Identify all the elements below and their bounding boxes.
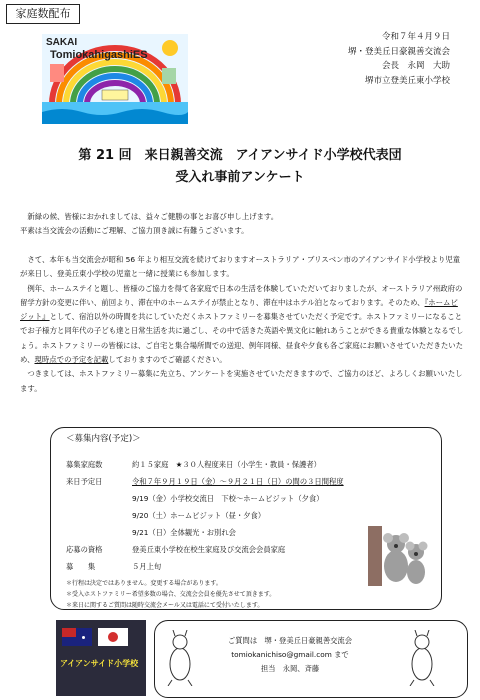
logo-text-sakai: SAKAI <box>46 37 78 48</box>
contact-info <box>200 634 380 676</box>
greeting <box>20 210 464 239</box>
eligibility-label: 応募の資格 <box>66 545 103 554</box>
photo-sign-text: アイアンサイド小学校 <box>60 659 139 668</box>
school-sign-photo <box>56 620 146 696</box>
body-p2-part-e: しておりますのでご確認ください。 <box>108 355 227 365</box>
count-label: 募集家庭数 <box>66 460 103 469</box>
recruitment-heading: ＜募集内容(予定)＞ <box>66 434 141 444</box>
kangaroo-icon <box>166 630 194 686</box>
deadline-label: 募 集 <box>66 562 96 571</box>
page-title: 第 21 回 来日親善交流 アイアンサイド小学校代表団 <box>78 148 402 163</box>
note-3: ＊来日に関するご質問は随時交流会メール又は電話にて受付いたします。 <box>66 602 264 609</box>
distribution-badge: 家庭数配布 <box>6 4 80 24</box>
schedule-label: 来日予定日 <box>66 477 103 486</box>
body-paragraph-3: つきましては、ホストファミリー募集に先立ち、アンケートを実施させていただきますので、ご協力のほど、よろしくお願いいたします。 <box>20 369 463 393</box>
school-logo <box>42 34 188 124</box>
body-text <box>20 253 464 396</box>
greeting-line-2: 平素は当交流会の活動にご理解、ご協力頂き誠に有難うございます。 <box>20 226 249 236</box>
australian-flag <box>62 628 92 646</box>
issue-date: 令和７年４月９日 <box>381 32 450 42</box>
contact-people: 担当 永岡、斉藤 <box>260 664 320 673</box>
schedule-main: 令和７年９月１９日（金）～９月２１日（日）の間の３日間程度 <box>132 477 344 486</box>
schedule-emphasis: 現時点での予定を記載 <box>34 355 109 365</box>
body-p2-part-a: 例年、ホームステイと題し、皆様のご協力を得て各家庭で日本の生活を体験していただいておりましたが、オーストラリア州政府の留学方針の変更に伴い、前回より、滞在中のホームステイが禁止となり、滞在中はホテル泊となっております。そのため、 <box>20 283 463 307</box>
deadline-value: ５月上旬 <box>132 562 162 571</box>
school-name: 堺市立登美丘東小学校 <box>364 75 450 86</box>
count-value: 約１５家庭 ★３０人程度来日（小学生・教員・保護者） <box>132 460 321 469</box>
note-1: ＊行程は決定ではありません。変更する場合があります。 <box>66 580 222 587</box>
koala-icon <box>362 526 432 586</box>
logo-text-school: TomiokahigashiES <box>50 49 148 61</box>
page-subtitle: 受入れ事前アンケート <box>175 170 305 185</box>
note-2: ＊受入ホストファミリー希望多数の場合、交流会会員を優先させて頂きます。 <box>66 591 276 598</box>
koala-illustration <box>362 526 432 590</box>
kangaroo-icon <box>408 630 436 686</box>
body-paragraph-1: さて、本年も当交流会が昭和 56 年より相互交流を続けておりますオーストラリア・ブリスベン市のアイアンサイド小学校より児童が来日し、登美丘東小学校の児童と一緒に授業にも参加します。 <box>20 255 461 279</box>
schedule-day-1: 9/19（金）小学校交流日 下校～ホームビジット（夕食） <box>132 494 324 503</box>
schedule-day-3: 9/21（日）全体観光・お別れ会 <box>132 528 236 537</box>
kangaroo-left-illustration <box>166 630 194 690</box>
body-paragraph-2 <box>20 282 464 368</box>
japanese-flag <box>98 628 128 646</box>
chairperson: 会長 永岡 大助 <box>381 61 450 71</box>
schedule-day-2: 9/20（土）ホームビジット（昼・夕食） <box>132 511 266 520</box>
eligibility-value: 登美丘東小学校在校生家庭及び交流会会員家庭 <box>132 545 286 554</box>
kangaroo-right-illustration <box>408 630 436 690</box>
contact-email[interactable]: tomiokanichiso@gmail.com まで <box>231 650 349 659</box>
contact-line-org: ご質問は 堺・登美丘日豪親善交流会 <box>227 636 353 645</box>
home-visit-emphasis: 『ホームビジット』 <box>20 297 458 322</box>
organization-name: 堺・登美丘日豪親善交流会 <box>347 46 450 57</box>
rainbow-logo-art <box>42 34 188 124</box>
greeting-line-1: 新緑の候、皆様におかれましては、益々ご健勝の事とお喜び申し上げます。 <box>27 212 279 221</box>
header-info <box>260 30 450 88</box>
body-p2-part-c: として、宿泊以外の時間を共にしていただくホストファミリーを募集させていただく予定です。ホストファミリーになることでお子様方と同年代の子ども達と日常生活を共に過ごし、その中で活きた英語や異文化に触れあうことができる貴重な体験となるでしょう。ホストファミリーの皆様には、ご自宅と集合場所間での送迎、例年同様、昼食や夕食も各ご家庭にお願いさせていただきたいため、 <box>20 312 464 365</box>
